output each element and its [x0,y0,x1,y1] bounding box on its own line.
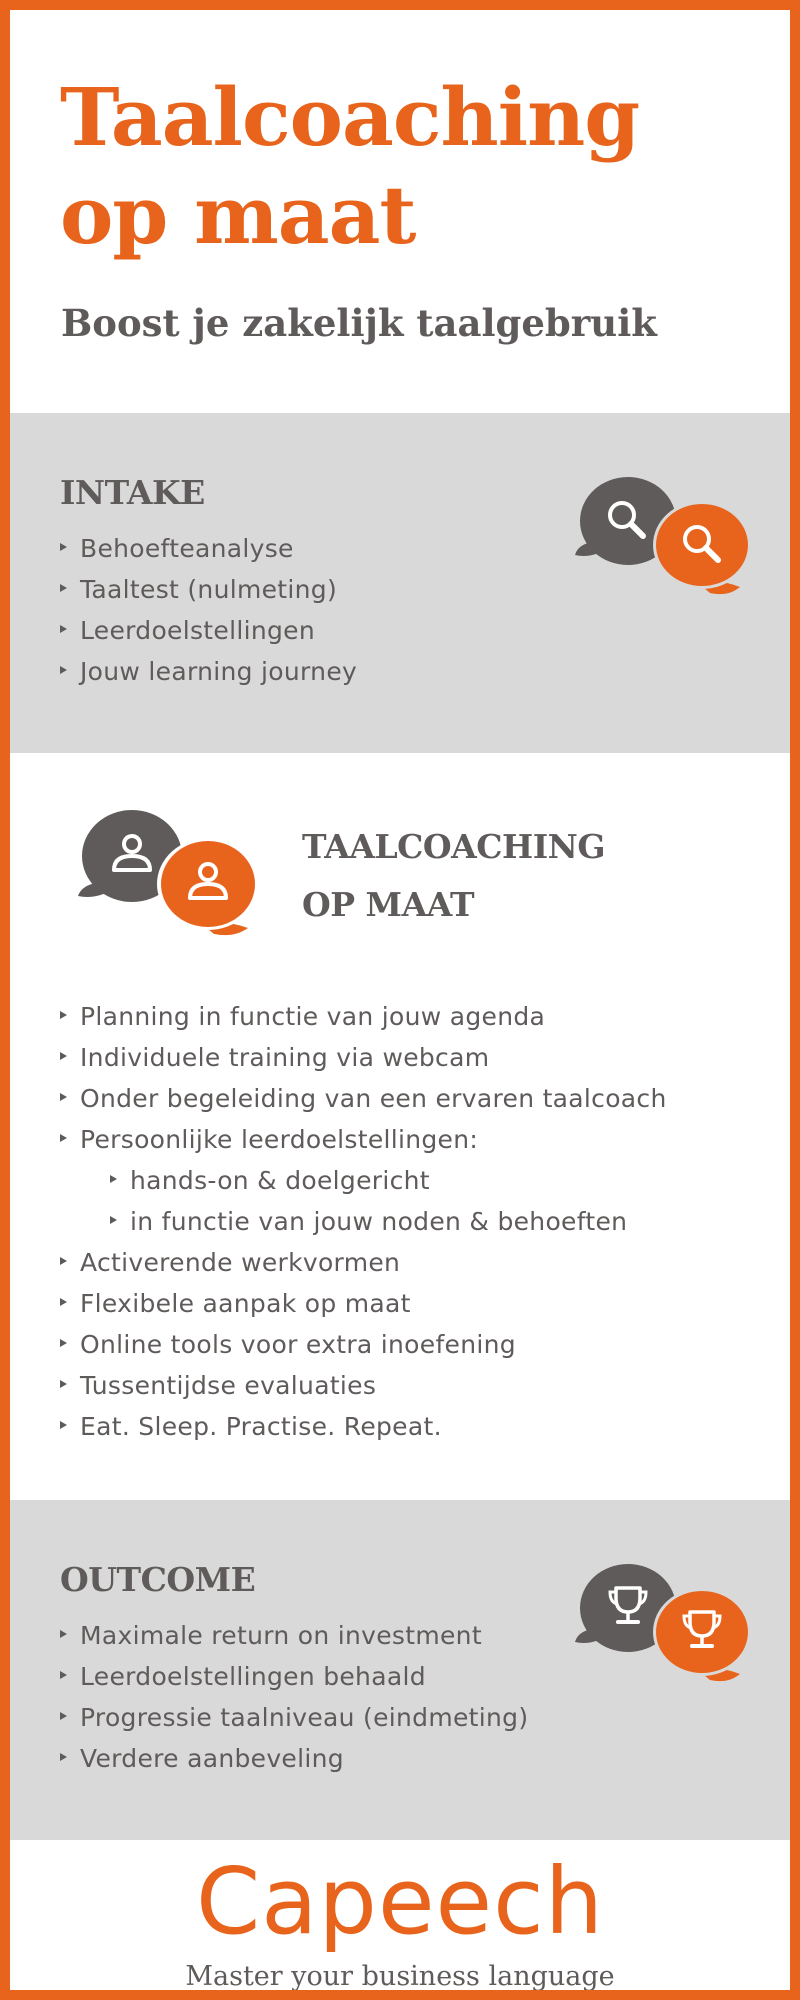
intake-heading: INTAKE [60,473,205,512]
bullet-triangle-icon [60,1011,67,1019]
bullet-triangle-icon [60,1134,67,1142]
bullet-triangle-icon [60,1671,67,1679]
list-item: Maximale return on investment [60,1615,528,1656]
sub-list-item: in functie van jouw noden & behoeften [60,1201,667,1242]
list-item: Verdere aanbeveling [60,1738,528,1779]
person-speech-bubbles-icon [70,808,270,952]
sub-list-item: hands-on & doelgericht [60,1160,667,1201]
bullet-triangle-icon [60,1380,67,1388]
bullet-triangle-icon [60,543,67,551]
list-item: Behoefteanalyse [60,528,357,569]
list-item: Leerdoelstellingen behaald [60,1656,528,1697]
list-item: Online tools voor extra inoefening [60,1324,667,1365]
list-item: Persoonlijke leerdoelstellingen: [60,1119,667,1160]
coaching-heading-line-2: OP MAAT [302,885,475,924]
bullet-triangle-icon [60,1052,67,1060]
list-item: Planning in functie van jouw agenda [60,996,667,1037]
bullet-triangle-icon [110,1216,117,1224]
page-title-line-1: Taalcoaching [60,70,640,164]
bullet-triangle-icon [60,625,67,633]
outcome-list [60,1615,528,1779]
bullet-triangle-icon [60,1298,67,1306]
hero-section [10,10,790,413]
coaching-list [60,996,667,1447]
bullet-triangle-icon [60,1712,67,1720]
list-item: Eat. Sleep. Practise. Repeat. [60,1406,667,1447]
page-subtitle: Boost je zakelijk taalgebruik [61,301,657,345]
outcome-section [10,1500,790,1840]
bullet-triangle-icon [60,1257,67,1265]
outcome-heading: OUTCOME [60,1560,256,1599]
magnifier-speech-bubbles-icon [570,473,760,617]
brand-footer [10,1840,790,2000]
list-item: Activerende werkvormen [60,1242,667,1283]
list-item: Leerdoelstellingen [60,610,357,651]
intake-list [60,528,357,692]
page-title-line-2: op maat [60,168,416,262]
list-item: Onder begeleiding van een ervaren taalcoach [60,1078,667,1119]
brand-logo: Capeech [195,1848,605,1955]
bullet-triangle-icon [60,1753,67,1761]
bullet-triangle-icon [60,666,67,674]
bullet-triangle-icon [110,1175,117,1183]
intake-section [10,413,790,753]
list-item: Individuele training via webcam [60,1037,667,1078]
bullet-triangle-icon [60,1339,67,1347]
bullet-triangle-icon [60,1421,67,1429]
list-item: Jouw learning journey [60,651,357,692]
list-item: Flexibele aanpak op maat [60,1283,667,1324]
coaching-section [10,753,790,1500]
trophy-speech-bubbles-icon [570,1560,760,1704]
list-item: Tussentijdse evaluaties [60,1365,667,1406]
coaching-heading-line-1: TAALCOACHING [302,827,606,866]
list-item: Taaltest (nulmeting) [60,569,357,610]
bullet-triangle-icon [60,1093,67,1101]
list-item: Progressie taalniveau (eindmeting) [60,1697,528,1738]
bullet-triangle-icon [60,1630,67,1638]
bullet-triangle-icon [60,584,67,592]
brand-tagline: Master your business language [185,1961,615,1992]
